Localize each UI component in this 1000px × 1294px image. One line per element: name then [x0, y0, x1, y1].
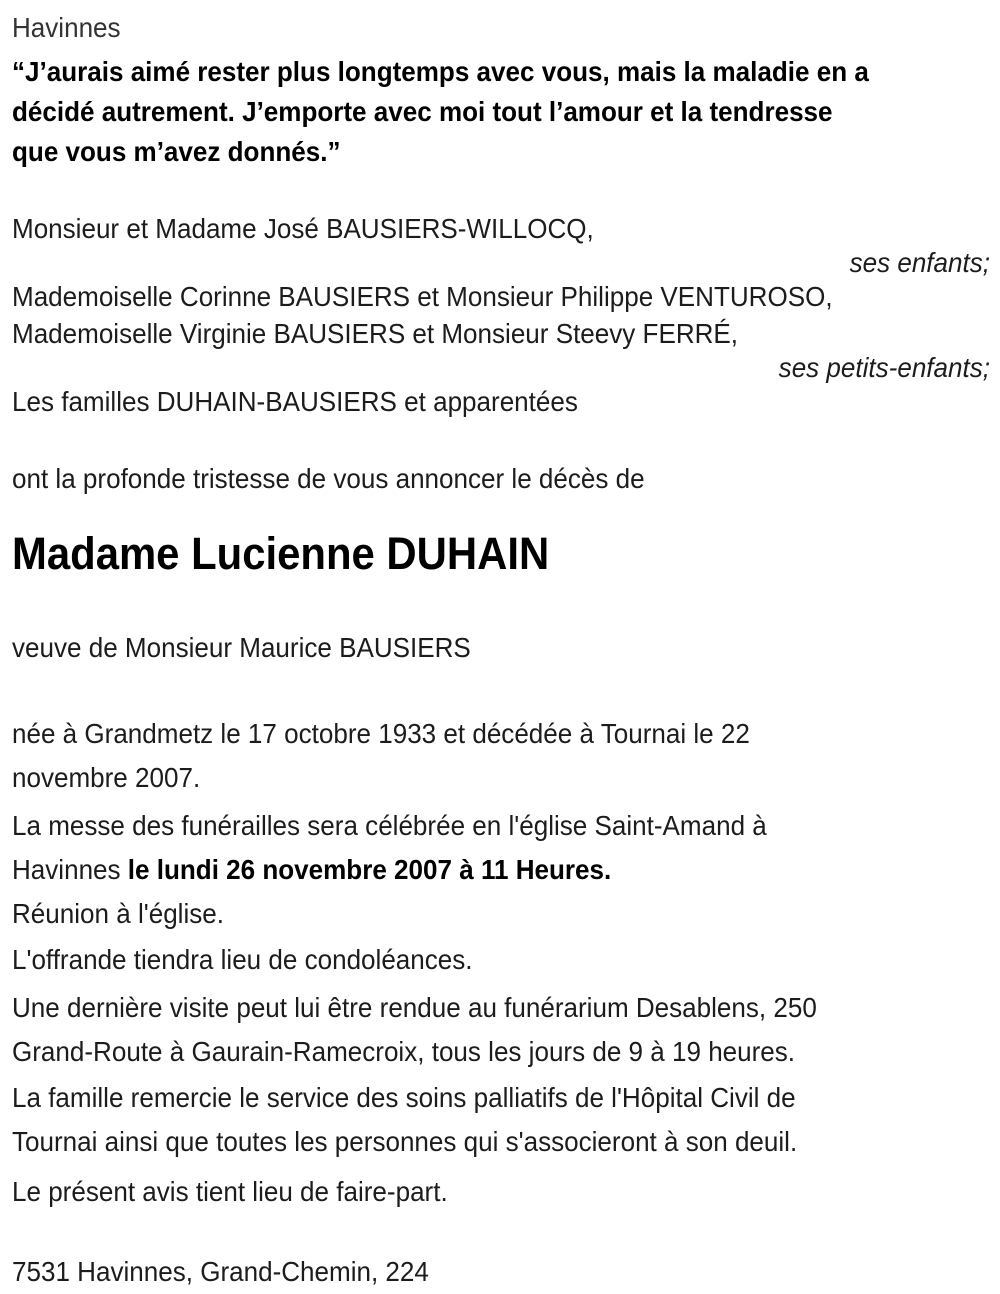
thanks-paragraph	[12, 1076, 990, 1164]
grandchildren-names-line-2: Mademoiselle Virginie BAUSIERS et Monsieur Steevy FERRÉ,	[12, 318, 739, 349]
family-list	[12, 210, 990, 420]
funeral-place-text: Havinnes	[12, 854, 128, 885]
funeral-date-time-text: le lundi 26 novembre 2007 à 11 Heures.	[127, 854, 612, 885]
last-visit-line-1: Une dernière visite peut lui être rendue au funérarium Desablens, 250	[12, 992, 817, 1023]
quote-line-3: que vous m’avez donnés.”	[12, 136, 341, 167]
meeting-line: Réunion à l'église.	[12, 898, 224, 929]
birth-death-paragraph	[12, 712, 990, 800]
widow-of-line: veuve de Monsieur Maurice BAUSIERS	[12, 632, 471, 663]
faire-part-line: Le présent avis tient lieu de faire-part.	[12, 1176, 448, 1207]
last-visit-line-2: Grand-Route à Gaurain-Ramecroix, tous les jours de 9 à 19 heures.	[12, 1036, 796, 1067]
quote-line-2: décidé autrement. J’emporte avec moi tout l’amour et la tendresse	[12, 96, 833, 127]
birth-death-line-2: novembre 2007.	[12, 762, 201, 793]
thanks-line-2: Tournai ainsi que toutes les personnes qui s'associeront à son deuil.	[12, 1126, 798, 1157]
grandchildren-names-line-1: Mademoiselle Corinne BAUSIERS et Monsieur Philippe VENTUROSO,	[12, 281, 833, 312]
last-visit-paragraph	[12, 986, 990, 1074]
deceased-name-title: Madame Lucienne DUHAIN	[12, 528, 550, 579]
funeral-mass-line-2	[12, 848, 922, 892]
thanks-line-1: La famille remercie le service des soins palliatifs de l'Hôpital Civil de	[12, 1082, 796, 1113]
address-line: 7531 Havinnes, Grand-Chemin, 224	[12, 1256, 429, 1287]
grandchildren-relation-label: ses petits-enfants;	[778, 352, 990, 383]
announcement-line: ont la profonde tristesse de vous annoncer le décès de	[12, 463, 645, 494]
related-families-line: Les familles DUHAIN-BAUSIERS et apparentées	[12, 386, 578, 417]
quote-line-1: “J’aurais aimé rester plus longtemps avec vous, mais la maladie en a	[12, 56, 869, 87]
offering-line: L'offrande tiendra lieu de condoléances.	[12, 944, 473, 975]
place-line: Havinnes	[12, 12, 121, 43]
children-names-line: Monsieur et Madame José BAUSIERS-WILLOCQ,	[12, 213, 594, 244]
funeral-mass-line-1: La messe des funérailles sera célébrée en l'église Saint-Amand à	[12, 810, 767, 841]
birth-death-line-1: née à Grandmetz le 17 octobre 1933 et décédée à Tournai le 22	[12, 718, 750, 749]
funeral-mass-paragraph	[12, 804, 990, 892]
children-relation-label: ses enfants;	[849, 247, 990, 278]
farewell-quote	[12, 52, 990, 172]
